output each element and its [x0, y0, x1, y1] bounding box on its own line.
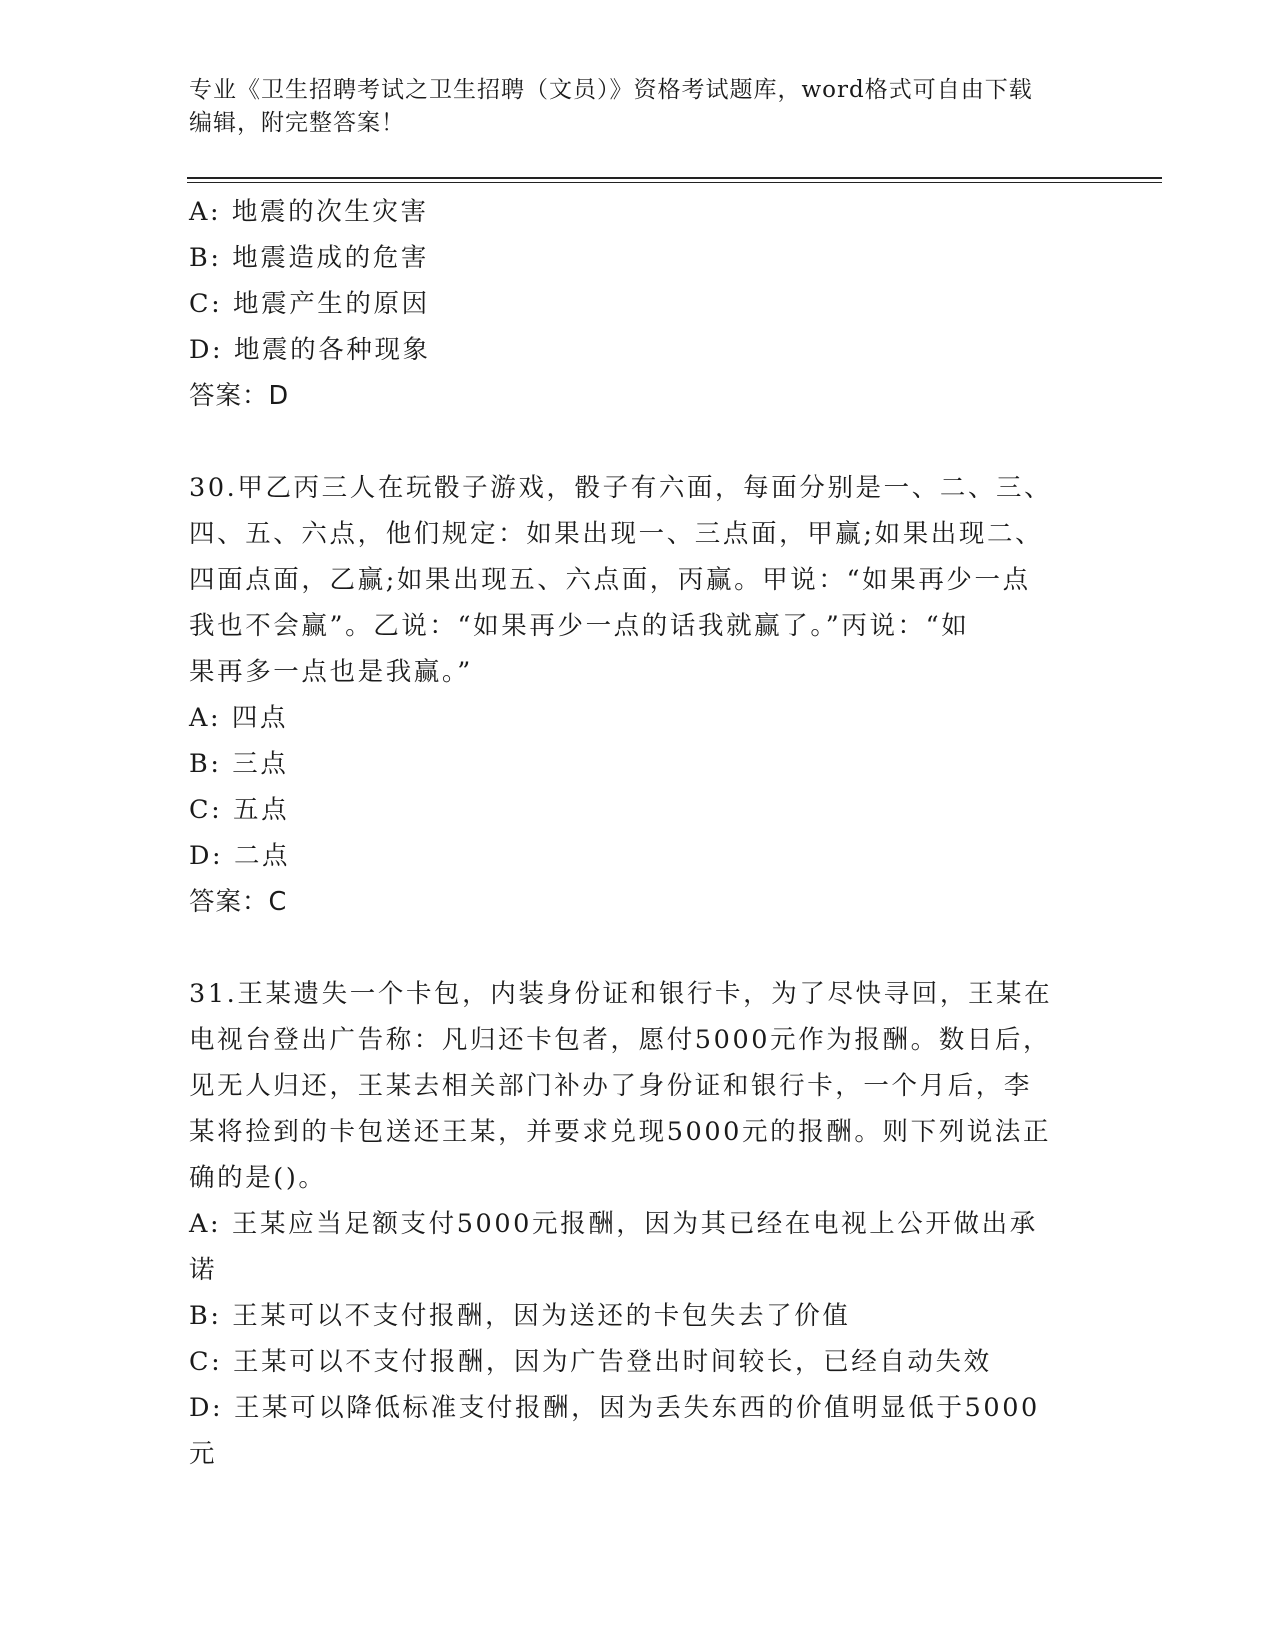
option-c: C: 五点 — [189, 795, 290, 825]
question-stem-line: 确的是()。 — [189, 1163, 327, 1193]
spacer — [189, 419, 1079, 465]
page-header — [189, 74, 1089, 140]
spacer — [189, 925, 1079, 971]
question-stem-line: 我也不会赢”。乙说：“如果再少一点的话我就赢了。”丙说：“如 — [189, 611, 970, 641]
question-stem-line: 电视台登出广告称：凡归还卡包者，愿付5000元作为报酬。数日后， — [189, 1025, 1052, 1055]
option-d: D: 王某可以降低标准支付报酬，因为丢失东西的价值明显低于5000 — [189, 1393, 1040, 1423]
option-a: A: 四点 — [189, 703, 289, 733]
question-30 — [189, 465, 1079, 925]
option-c: C: 王某可以不支付报酬，因为广告登出时间较长，已经自动失效 — [189, 1347, 992, 1377]
option-a: A: 地震的次生灾害 — [189, 197, 429, 227]
question-stem-line: 31.王某遗失一个卡包，内装身份证和银行卡，为了尽快寻回，王某在 — [189, 979, 1053, 1009]
option-d: D: 二点 — [189, 841, 291, 871]
option-d: D: 地震的各种现象 — [189, 335, 431, 365]
option-a-continued: 诺 — [189, 1255, 218, 1285]
question-31 — [189, 971, 1079, 1477]
question-stem-line: 见无人归还，王某去相关部门补办了身份证和银行卡，一个月后，李 — [189, 1071, 1033, 1101]
option-d-continued: 元 — [189, 1439, 218, 1469]
option-a: A: 王某应当足额支付5000元报酬，因为其已经在电视上公开做出承 — [189, 1209, 1038, 1239]
answer: 答案：C — [189, 887, 288, 917]
document-body — [189, 189, 1079, 1477]
question-stem-line: 果再多一点也是我赢。” — [189, 657, 473, 687]
header-line-2: 编辑，附完整答案！ — [189, 110, 405, 136]
question-stem-line: 某将捡到的卡包送还王某，并要求兑现5000元的报酬。则下列说法正 — [189, 1117, 1052, 1147]
header-line-1: 专业《卫生招聘考试之卫生招聘（文员）》资格考试题库，word格式可自由下载 — [189, 77, 1033, 103]
answer: 答案：D — [189, 381, 290, 411]
option-b: B: 三点 — [189, 749, 289, 779]
question-stem-line: 四面点面，乙赢;如果出现五、六点面，丙赢。甲说：“如果再少一点 — [189, 565, 1031, 595]
question-stem-line: 30.甲乙丙三人在玩骰子游戏，骰子有六面，每面分别是一、二、三、 — [189, 473, 1053, 503]
option-c: C: 地震产生的原因 — [189, 289, 430, 319]
question-29 — [189, 189, 1079, 419]
option-b: B: 王某可以不支付报酬，因为送还的卡包失去了价值 — [189, 1301, 851, 1331]
option-b: B: 地震造成的危害 — [189, 243, 429, 273]
question-stem-line: 四、五、六点，他们规定：如果出现一、三点面，甲赢;如果出现二、 — [189, 519, 1044, 549]
header-rule-thick — [187, 177, 1162, 179]
header-rule-thin — [187, 182, 1162, 183]
